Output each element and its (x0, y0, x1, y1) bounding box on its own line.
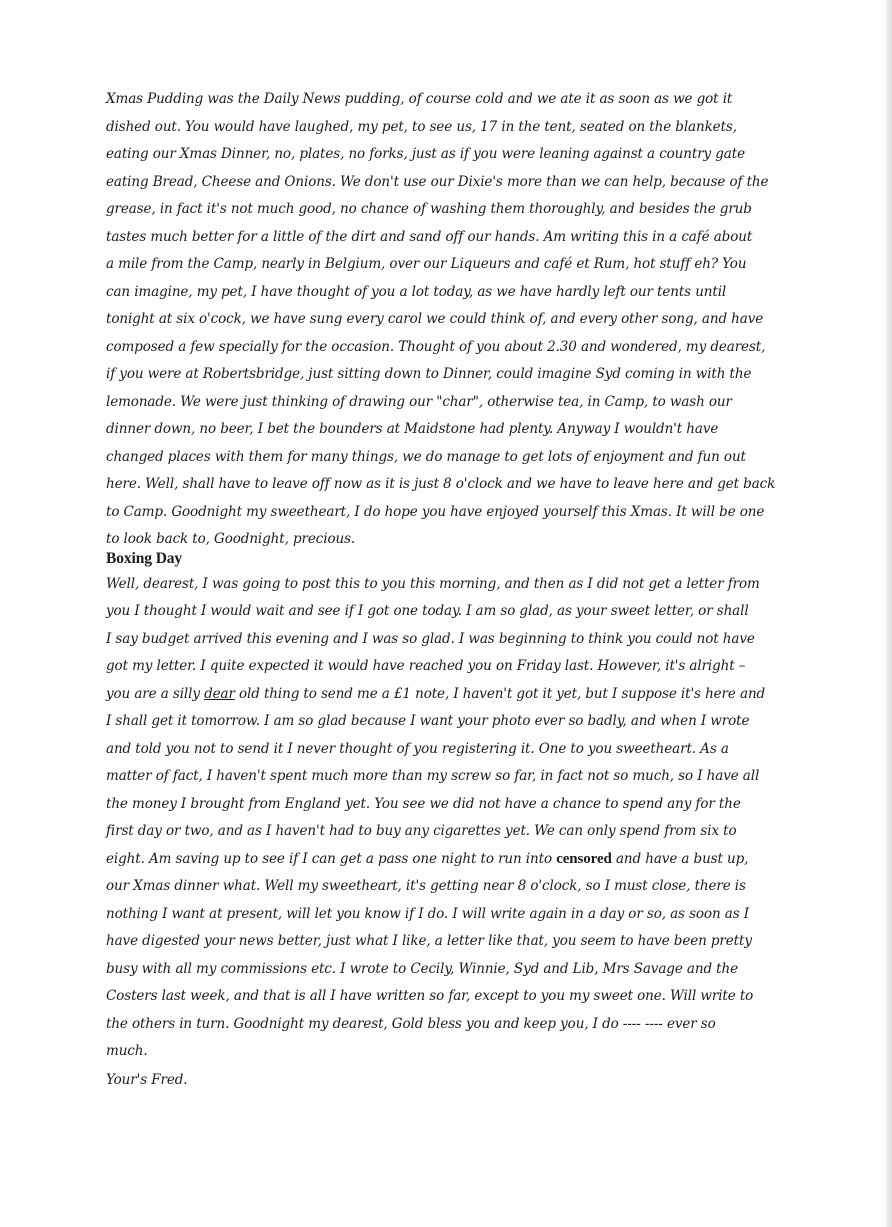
signature: Your's Fred. (106, 1071, 188, 1088)
text-line: grease, in fact it's not much good, no chance of washing them thoroughly, and besides the grub (106, 201, 752, 217)
text-segment: eight. Am saving up to see if I can get a pass one night to run into (106, 850, 552, 867)
text-line: nothing I want at present, will let you know if I do. I will write again in a day or so, as soon as I (106, 905, 749, 922)
text-line: and told you not to send it I never thought of you registering it. One to you sweetheart. As a (106, 740, 729, 757)
text-line: here. Well, shall have to leave off now as it is just 8 o'clock and we have to leave here and get back (106, 476, 776, 492)
text-line: if you were at Robertsbridge, just sitting down to Dinner, could imagine Syd coming in with the (106, 366, 752, 382)
text-line: dinner down, no beer, I bet the bounders at Maidstone had plenty. Anyway I wouldn't have (106, 421, 719, 437)
text-line: Costers last week, and that is all I have written so far, except to you my sweet one. Will write to (106, 988, 754, 1004)
text-line: first day or two, and as I haven't had to buy any cigarettes yet. We can only spend from six to (106, 823, 737, 839)
text-line: to Camp. Goodnight my sweetheart, I do hope you have enjoyed yourself this Xmas. It will be one (106, 503, 765, 520)
text-line: the money I brought from England yet. You see we did not have a chance to spend any for the (106, 795, 741, 812)
letter-body (106, 86, 826, 1094)
text-line: much. (106, 1043, 148, 1059)
text-line: tastes much better for a little of the dirt and sand off our hands. Am writing this in a café about (106, 228, 753, 245)
text-line: composed a few specially for the occasion. Thought of you about 2.30 and wondered, my dearest, (106, 338, 766, 355)
text-line: I say budget arrived this evening and I was so glad. I was beginning to think you could not have (106, 630, 755, 647)
text-line: Well, dearest, I was going to post this to you this morning, and then as I did not get a letter from (106, 575, 760, 592)
text-line: matter of fact, I haven't spent much more than my screw so far, in fact not so much, so I have all (106, 768, 760, 784)
text-line: got my letter. I quite expected it would have reached you on Friday last. However, it's alright – (106, 658, 746, 674)
text-line: our Xmas dinner what. Well my sweetheart, it's getting near 8 o'clock, so I must close, there is (106, 878, 746, 894)
text-line: I shall get it tomorrow. I am so glad because I want your photo ever so badly, and when I wrote (106, 713, 750, 729)
censored-word: censored (556, 850, 612, 867)
text-line: busy with all my commissions etc. I wrote to Cecily, Winnie, Syd and Lib, Mrs Savage and the (106, 960, 738, 977)
text-line: tonight at six o'cock, we have sung every carol we could think of, and every other song, and have (106, 311, 764, 327)
text-line: to look back to, Goodnight, precious. (106, 531, 356, 547)
text-line (106, 846, 826, 874)
section-heading: Boxing Day (106, 549, 183, 567)
text-line: the others in turn. Goodnight my dearest, Gold bless you and keep you, I do ---- ---- ever so (106, 1015, 716, 1032)
text-line: changed places with them for many things, we do manage to get lots of enjoyment and fun out (106, 448, 746, 465)
text-line: can imagine, my pet, I have thought of you a lot today, as we have hardly left our tents until (106, 283, 727, 300)
text-line: a mile from the Camp, nearly in Belgium, over our Liqueurs and café et Rum, hot stuff eh? You (106, 256, 747, 272)
text-line: you I thought I would wait and see if I got one today. I am so glad, as your sweet letter, or shall (106, 603, 749, 619)
text-segment: you are a silly (106, 685, 205, 702)
text-line: have digested your news better, just what I like, a letter like that, you seem to have been pretty (106, 933, 752, 949)
text-line: Xmas Pudding was the Daily News pudding, of course cold and we ate it as soon as we got it (106, 91, 733, 107)
text-line (106, 681, 826, 709)
text-line: lemonade. We were just thinking of drawing our "char", otherwise tea, in Camp, to wash our (106, 393, 732, 410)
text-line: eating Bread, Cheese and Onions. We don't use our Dixie's more than we can help, because of the (106, 173, 769, 190)
scan-edge (886, 0, 892, 1227)
text-segment: and have a bust up, (611, 850, 749, 867)
text-line: dished out. You would have laughed, my pet, to see us, 17 in the tent, seated on the blankets, (106, 118, 737, 135)
text-line: eating our Xmas Dinner, no, plates, no forks, just as if you were leaning against a country gate (106, 146, 745, 162)
text-segment: old thing to send me a £1 note, I haven't got it yet, but I suppose it's here and (234, 685, 766, 702)
underlined-word: dear (204, 685, 235, 702)
